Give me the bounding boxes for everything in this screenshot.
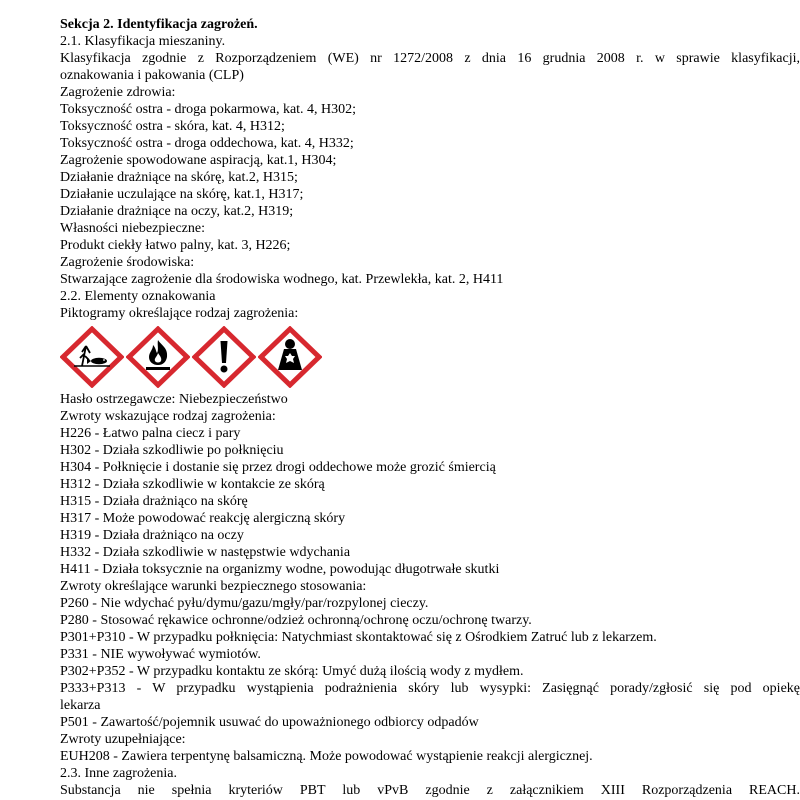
p-statement: P301+P310 - W przypadku połknięcia: Natychmiast skontaktować się z Ośrodkiem Zatruć lub z lekarzem. [60,630,657,645]
h-statement: H304 - Połknięcie i dostanie się przez drogi oddechowe może grozić śmiercią [60,460,496,475]
subsection-2-3: 2.3. Inne zagrożenia. [60,766,177,781]
health-item: Działanie uczulające na skórę, kat.1, H317; [60,187,304,202]
health-item: Toksyczność ostra - droga pokarmowa, kat. 4, H302; [60,102,357,117]
health-item: Działanie drażniące na oczy, kat.2, H319; [60,204,294,219]
clp-line-1: Klasyfikacja zgodnie z Rozporządzeniem (WE) nr 1272/2008 z dnia 16 grudnia 2008 r. w sprawie klasyfikacji, [60,51,800,66]
subsection-2-1: 2.1. Klasyfikacja mieszaniny. [60,34,226,49]
h-statements-header: Zwroty wskazujące rodzaj zagrożenia: [60,409,276,424]
health-item: Toksyczność ostra - droga oddechowa, kat. 4, H332; [60,136,354,151]
supplementary-header: Zwroty uzupełniające: [60,732,186,747]
health-header: Zagrożenie zdrowia: [60,85,176,100]
health-hazard-icon [258,326,322,388]
signal-word: Hasło ostrzegawcze: Niebezpieczeństwo [60,392,288,407]
h-statement: H317 - Może powodować reakcję alergiczną skóry [60,511,346,526]
h-statement: H302 - Działa szkodliwie po połknięciu [60,443,284,458]
p-statement: P302+P352 - W przypadku kontaktu ze skórą: Umyć dużą ilością wody z mydłem. [60,664,524,679]
environment-hazard-icon [60,326,124,388]
health-item: Toksyczność ostra - skóra, kat. 4, H312; [60,119,285,134]
sds-section-2 [60,0,800,799]
h-statement: H226 - Łatwo palna ciecz i pary [60,426,241,441]
other-hazards: Substancja nie spełnia kryteriów PBT lub vPvB zgodnie z załącznikiem XIII Rozporządzenia REACH. [60,783,800,798]
p-statement: P280 - Stosować rękawice ochronne/odzież ochronną/ochronę oczu/ochronę twarzy. [60,613,532,628]
pictogram-row [60,326,800,388]
p-statements-header: Zwroty określające warunki bezpiecznego stosowania: [60,579,367,594]
exclamation-mark-icon [192,326,256,388]
p-statement: P260 - Nie wdychać pyłu/dymu/gazu/mgły/par/rozpylonej cieczy. [60,596,429,611]
h-statement: H312 - Działa szkodliwie w kontakcie ze skórą [60,477,325,492]
p-statement: P331 - NIE wywoływać wymiotów. [60,647,261,662]
pictograms-header: Piktogramy określające rodzaj zagrożenia: [60,306,299,321]
h-statement: H411 - Działa toksycznie na organizmy wodne, powodując długotrwałe skutki [60,562,500,577]
health-item: Działanie drażniące na skórę, kat.2, H315; [60,170,298,185]
p-statement-p333-cont: lekarza [60,698,101,713]
h-statement: H315 - Działa drażniąco na skórę [60,494,248,509]
euh208-statement: EUH208 - Zawiera terpentynę balsamiczną. Może powodować wystąpienie reakcji alergicznej. [60,749,593,764]
p-statement-p501: P501 - Zawartość/pojemnik usuwać do upoważnionego odbiorcy odpadów [60,715,479,730]
h-statement: H332 - Działa szkodliwie w następstwie wdychania [60,545,351,560]
environment-item: Stwarzające zagrożenie dla środowiska wodnego, kat. Przewlekła, kat. 2, H411 [60,272,504,287]
physical-header: Własności niebezpieczne: [60,221,205,236]
h-statement: H319 - Działa drażniąco na oczy [60,528,244,543]
flame-icon [126,326,190,388]
section-title: Sekcja 2. Identyfikacja zagrożeń. [60,17,258,32]
physical-item: Produkt ciekły łatwo palny, kat. 3, H226; [60,238,291,253]
health-item: Zagrożenie spowodowane aspiracją, kat.1, H304; [60,153,337,168]
clp-line-2: oznakowania i pakowania (CLP) [60,68,244,83]
p-statement-p333: P333+P313 - W przypadku wystąpienia podrażnienia skóry lub wysypki: Zasięgnąć porady/zgłosić się pod opiekę [60,681,800,696]
environment-header: Zagrożenie środowiska: [60,255,195,270]
subsection-2-2: 2.2. Elementy oznakowania [60,289,216,304]
